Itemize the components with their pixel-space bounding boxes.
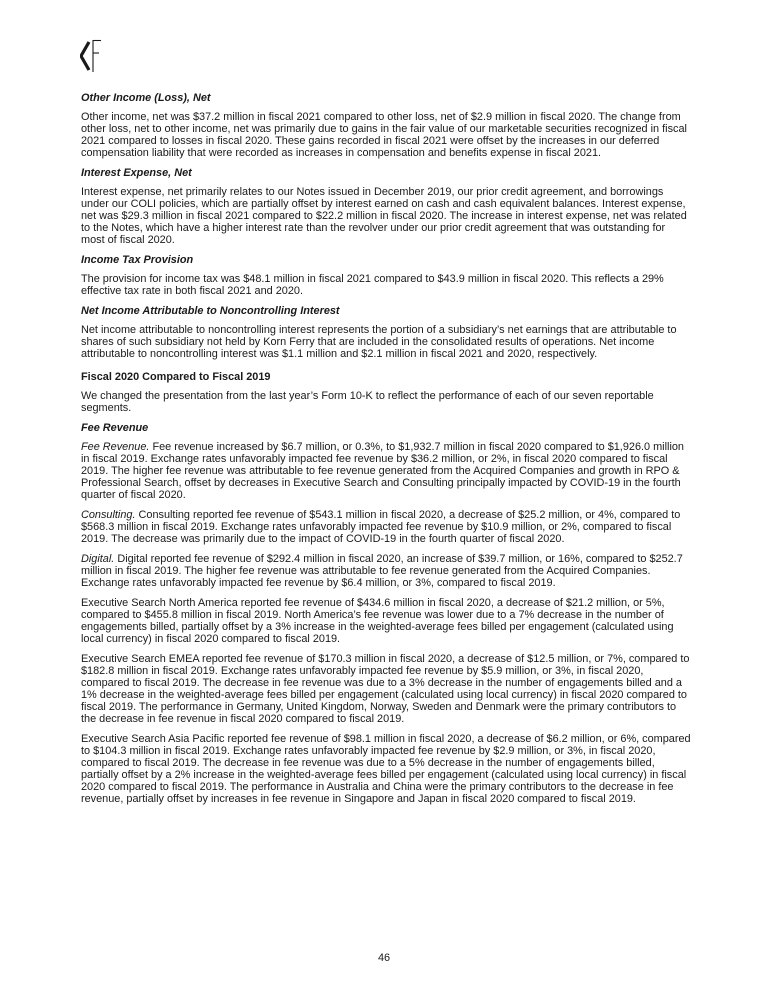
section-heading: Interest Expense, Net	[81, 167, 192, 179]
paragraph: The provision for income tax was $48.1 million in fiscal 2021 compared to $43.9 million in fiscal 2020. This reflects a 29% effective tax rate in both fiscal 2021 and 2020.	[81, 273, 664, 297]
kf-monogram-icon	[80, 38, 102, 74]
paragraph-text: Executive Search EMEA reported fee revenue of $170.3 million in fiscal 2020, a decrease of $12.5 million, or 7%, compared to $182.8 million in fiscal 2019. Exchange rates unfavorably impacted fee revenue by $5.9 million, or 3%, in fiscal 2020, compared to fiscal 2019. The decrease in fee revenue was due to a 3% decrease in the number of engagements billed and a 1% decrease in the weighted-average fees billed per engagement (calculated using local currency) in fiscal 2020 compared to fiscal 2019. The performance in Germany, United Kingdom, Norway, Sweden and Denmark were the primary contributors to the decrease in fee revenue in fiscal 2020 compared to fiscal 2019.	[81, 653, 690, 725]
section-interest-expense	[81, 167, 691, 246]
section-income-tax	[81, 254, 691, 297]
page-number: 46	[377, 952, 391, 964]
paragraph	[81, 653, 691, 725]
paragraph: We changed the presentation from the last year’s Form 10-K to reflect the performance of each of our seven reportable segments.	[81, 390, 654, 414]
paragraph-lead: Fee Revenue.	[81, 441, 150, 453]
paragraph	[81, 441, 691, 501]
section-other-income	[81, 92, 691, 159]
paragraph-lead: Consulting.	[81, 509, 136, 521]
paragraph-text: Executive Search Asia Pacific reported fee revenue of $98.1 million in fiscal 2020, a decrease of $6.2 million, or 6%, compared to $104.3 million in fiscal 2019. Exchange rates unfavorably impacted fee revenue by $2.9 million, or 3%, in fiscal 2020, compared to fiscal 2019. The decrease in fee revenue was due to a 5% decrease in the number of engagements billed, partially offset by a 2% increase in the weighted-average fees billed per engagement (calculated using local currency) in fiscal 2020 compared to fiscal 2019. The performance in Australia and China were the primary contributors to the decrease in fee revenue, partially offset by increases in fee revenue in Singapore and Japan in fiscal 2020 compared to fiscal 2019.	[81, 733, 691, 805]
paragraph-text: Fee revenue increased by $6.7 million, or 0.3%, to $1,932.7 million in fiscal 2020 compared to $1,926.0 million in fiscal 2019. Exchange rates unfavorably impacted fee revenue by $36.2 million, or 2%, in fiscal 2020 compared to fiscal 2019. The higher fee revenue was attributable to fee revenue generated from the Acquired Companies and growth in RPO & Professional Search, offset by decreases in Executive Search and Consulting principally impacted by COVID-19 in the fourth quarter of fiscal 2020.	[81, 441, 684, 501]
section-heading: Income Tax Provision	[81, 254, 194, 266]
section-heading: Fee Revenue	[81, 422, 149, 434]
paragraph-text: Executive Search North America reported fee revenue of $434.6 million in fiscal 2020, a decrease of $21.2 million, or 5%, compared to $455.8 million in fiscal 2019. North America’s fee revenue was lower due to a 7% decrease in the number of engagements billed, partially offset by a 3% increase in the weighted-average fees billed per engagement (calculated using local currency) in fiscal 2020 compared to fiscal 2019.	[81, 597, 674, 645]
paragraph: Other income, net was $37.2 million in fiscal 2021 compared to other loss, net of $2.9 million in fiscal 2020. The change from other loss, net to other income, net was primarily due to gains in the fair value of our marketable securities recognized in fiscal 2021 compared to losses in fiscal 2020. These gains recorded in fiscal 2021 were offset by the increases in our deferred compensation liability that were recorded as increases in compensation and benefits expense in fiscal 2021.	[81, 111, 687, 159]
paragraph	[81, 509, 691, 545]
section-noncontrolling-interest	[81, 305, 691, 360]
paragraph-lead: Digital.	[81, 553, 115, 565]
paragraph: Interest expense, net primarily relates to our Notes issued in December 2019, our prior credit agreement, and borrowings under our COLI policies, which are partially offset by interest earned on cash and cash equivalent balances. Interest expense, net was $29.3 million in fiscal 2021 compared to $22.2 million in fiscal 2020. The increase in interest expense, net was related to the Notes, which have a higher interest rate than the revolver under our prior credit agreement that was outstanding for most of fiscal 2020.	[81, 186, 687, 246]
section-fee-revenue	[81, 422, 691, 805]
paragraph	[81, 553, 691, 589]
section-heading: Fiscal 2020 Compared to Fiscal 2019	[81, 371, 271, 383]
paragraph: Net income attributable to noncontrolling interest represents the portion of a subsidiary’s net earnings that are attributable to shares of such subsidiary not held by Korn Ferry that are included in the consolidated results of operations. Net income attributable to noncontrolling interest was $1.1 million and $2.1 million in fiscal 2021 and 2020, respectively.	[81, 324, 677, 360]
paragraph	[81, 733, 691, 805]
document-body	[81, 92, 691, 813]
paragraph-text: Digital reported fee revenue of $292.4 million in fiscal 2020, an increase of $39.7 million, or 16%, compared to $252.7 million in fiscal 2019. The higher fee revenue was attributable to fee revenue generated from the Acquired Companies. Exchange rates unfavorably impacted fee revenue by $6.4 million, or 3%, compared to fiscal 2019.	[81, 553, 683, 589]
paragraph	[81, 597, 691, 645]
section-fiscal-comparison	[81, 371, 691, 414]
section-heading: Net Income Attributable to Noncontrolling Interest	[81, 305, 340, 317]
section-heading: Other Income (Loss), Net	[81, 92, 211, 104]
paragraph-text: Consulting reported fee revenue of $543.1 million in fiscal 2020, a decrease of $25.2 million, or 4%, compared to $568.3 million in fiscal 2019. Exchange rates unfavorably impacted fee revenue by $10.9 million, or 2%, compared to fiscal 2019. The decrease was primarily due to the impact of COVID-19 in the fourth quarter of fiscal 2020.	[81, 509, 681, 545]
